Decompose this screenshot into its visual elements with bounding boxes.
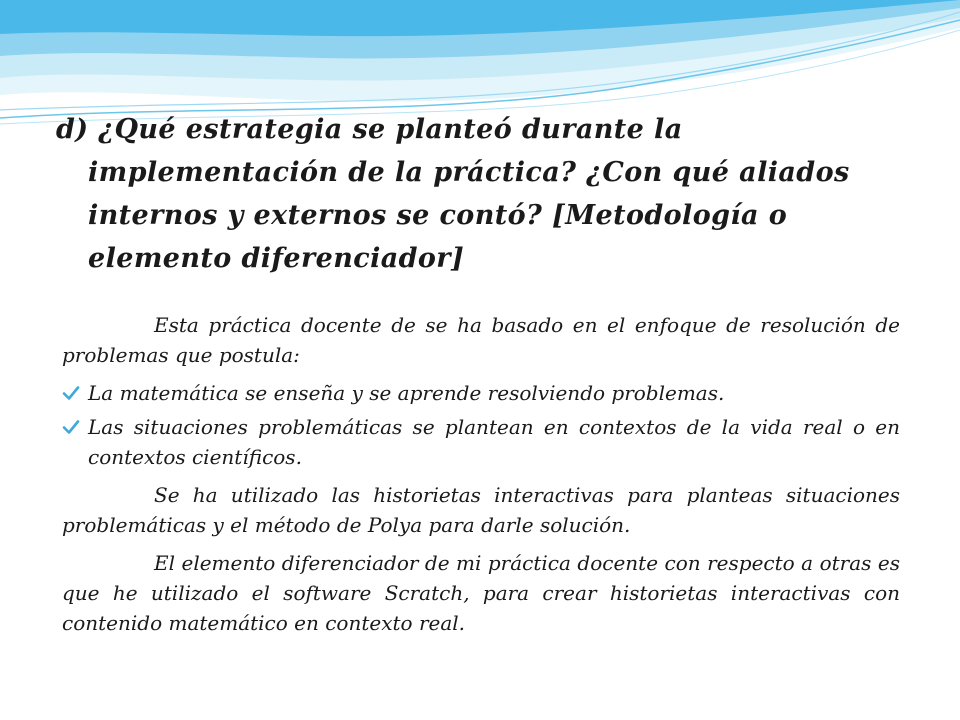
- checkmark-icon: [62, 418, 80, 436]
- checklist-item: [62, 378, 900, 408]
- differentiator-paragraph: El elemento diferenciador de mi práctica docente con respecto a otras es que he utilizado el software Scratch, para crear historietas interactivas con contenido matemático en contexto real.: [62, 551, 900, 635]
- checklist-item: [62, 412, 900, 472]
- checkmark-icon: [62, 384, 80, 402]
- checklist: [62, 378, 900, 472]
- checklist-item-text: La matemática se enseña y se aprende resolviendo problemas.: [88, 381, 725, 405]
- slide-title: d) ¿Qué estrategia se planteó durante la implementación de la práctica? ¿Con qué aliados internos y externos se contó? [Metodología o elemento diferenciador]: [56, 114, 850, 274]
- methodology-paragraph: Se ha utilizado las historietas interactivas para planteas situaciones problemáticas y el método de Polya para darle solución.: [62, 483, 900, 537]
- checklist-item-text: Las situaciones problemáticas se plantean en contextos de la vida real o en contextos científicos.: [88, 415, 900, 469]
- slide-body: [62, 310, 900, 646]
- intro-paragraph: Esta práctica docente de se ha basado en el enfoque de resolución de problemas que postula:: [62, 313, 900, 367]
